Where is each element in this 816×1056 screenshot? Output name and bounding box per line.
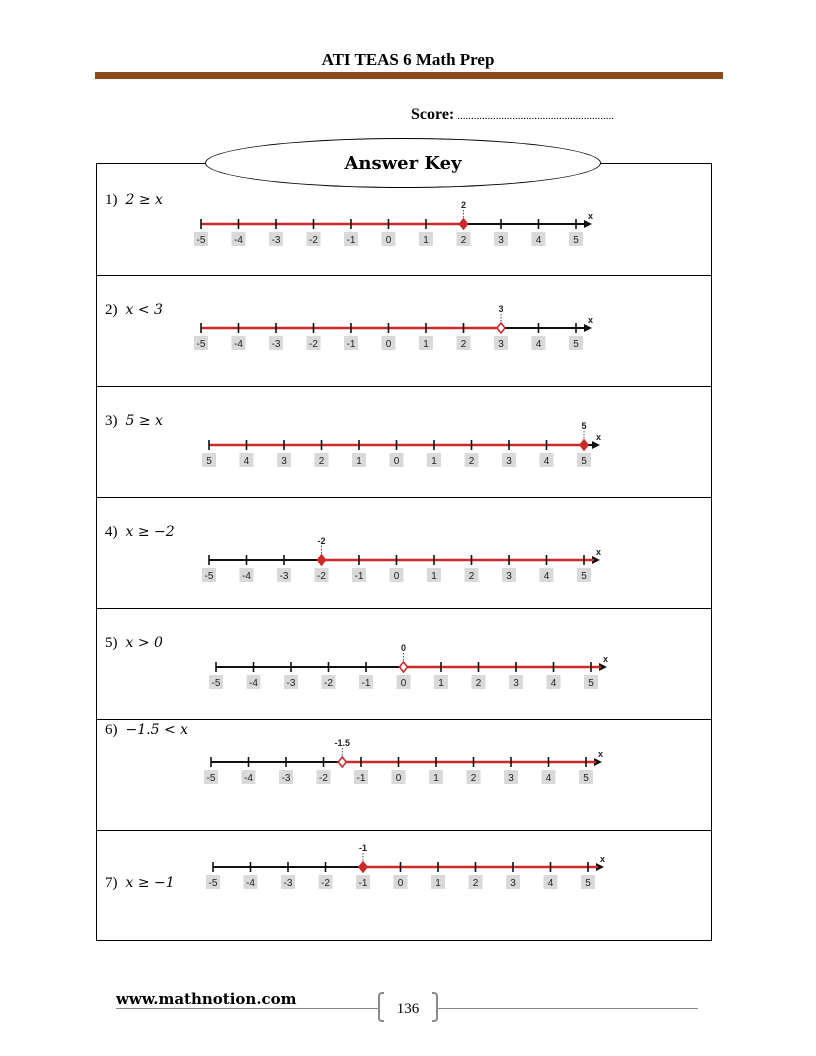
score-field: [411, 106, 614, 124]
point-label: 2: [460, 200, 467, 210]
number-line-5: [212, 645, 612, 701]
tick-label: 2: [460, 339, 467, 350]
axis-arrow: [584, 324, 592, 332]
tick-label: -5: [196, 339, 206, 350]
tick-label: 0: [393, 571, 400, 582]
tick-label: 4: [535, 339, 542, 350]
point-label: 5: [581, 421, 587, 431]
tick-label: 1: [438, 678, 444, 689]
tick-label: 2: [468, 456, 475, 467]
problem-3: [105, 413, 163, 430]
tick-label: -4: [234, 339, 243, 350]
problem-number: 6): [105, 722, 118, 738]
closed-point-marker: [580, 440, 588, 450]
tick-label: -5: [196, 235, 206, 246]
tick-label: 0: [400, 678, 407, 689]
tick-label: 1: [423, 235, 429, 246]
tick-label: 0: [397, 878, 404, 889]
tick-label: -5: [204, 571, 214, 582]
problem-row-4: [97, 497, 711, 608]
closed-point-marker: [460, 219, 468, 229]
axis-name: x: [588, 315, 594, 325]
tick-label: -4: [249, 678, 258, 689]
point-label: -1.5: [334, 738, 351, 748]
problem-4: [105, 524, 175, 541]
score-label: Score:: [411, 106, 455, 123]
answer-key-banner: [205, 138, 601, 188]
tick-label: -5: [206, 773, 216, 784]
tick-label: -2: [321, 878, 330, 889]
page-number: 136: [396, 1001, 420, 1017]
tick-label: 3: [510, 878, 516, 889]
tick-label: 5: [573, 235, 579, 246]
axis-name: x: [603, 654, 609, 664]
tick-label: 3: [498, 339, 504, 350]
tick-label: -4: [234, 235, 243, 246]
tick-label: 5: [583, 773, 589, 784]
point-label: -1: [358, 843, 368, 853]
tick-label: 4: [550, 678, 557, 689]
tick-label: 1: [356, 456, 362, 467]
problem-expression: x ≥ −1: [125, 875, 175, 891]
number-line-7: [209, 845, 609, 901]
header-title: ATI TEAS 6 Math Prep: [321, 50, 495, 69]
tick-label: -2: [319, 773, 328, 784]
problem-row-2: [97, 275, 711, 386]
closed-point-marker: [318, 555, 326, 565]
problem-number: 2): [105, 302, 118, 318]
footer-rule-right: [438, 1008, 698, 1009]
tick-label: -1: [361, 678, 371, 689]
tick-label: 2: [460, 235, 467, 246]
problem-number: 7): [105, 875, 118, 891]
header-rule: [95, 72, 723, 79]
tick-label: 1: [435, 878, 441, 889]
tick-label: -1: [346, 235, 356, 246]
problem-2: [105, 302, 163, 319]
tick-label: 4: [243, 456, 250, 467]
tick-label: 4: [535, 235, 542, 246]
tick-label: 3: [506, 571, 512, 582]
point-label: 0: [400, 643, 407, 653]
tick-label: 4: [543, 456, 550, 467]
tick-label: 4: [543, 571, 550, 582]
tick-label: 1: [433, 773, 439, 784]
problem-6: [105, 722, 188, 739]
tick-label: 3: [506, 456, 512, 467]
problem-number: 3): [105, 413, 118, 429]
tick-label: -2: [309, 339, 318, 350]
tick-label: 5: [573, 339, 579, 350]
number-line-3: [205, 423, 605, 479]
problem-7: [105, 875, 175, 892]
tick-label: 1: [431, 571, 437, 582]
tick-label: -5: [208, 878, 218, 889]
tick-label: -1: [358, 878, 368, 889]
tick-label: 2: [475, 678, 482, 689]
problem-number: 4): [105, 524, 118, 540]
tick-label: 2: [468, 571, 475, 582]
open-point-marker: [338, 757, 346, 767]
tick-label: 5: [588, 678, 594, 689]
axis-name: x: [600, 854, 606, 864]
open-point-marker: [400, 662, 408, 672]
tick-label: 2: [470, 773, 477, 784]
problem-5: [105, 635, 163, 652]
footer-rule-left: [116, 1008, 378, 1009]
point-label: 3: [498, 304, 504, 314]
tick-label: -3: [279, 571, 289, 582]
tick-label: 3: [508, 773, 514, 784]
number-line-1: [197, 202, 597, 258]
tick-label: 4: [547, 878, 554, 889]
tick-label: 0: [395, 773, 402, 784]
point-label: -2: [317, 536, 326, 546]
open-point-marker: [497, 323, 505, 333]
tick-label: 1: [423, 339, 429, 350]
tick-label: -2: [317, 571, 326, 582]
problem-expression: 2 ≥ x: [125, 192, 163, 208]
tick-label: 0: [385, 235, 392, 246]
closed-point-marker: [359, 862, 367, 872]
tick-label: 3: [513, 678, 519, 689]
problem-number: 5): [105, 635, 118, 651]
problem-row-6: [97, 719, 711, 830]
problem-expression: x ≥ −2: [125, 524, 175, 540]
axis-name: x: [596, 432, 602, 442]
axis-name: x: [598, 749, 604, 759]
problem-1: [105, 192, 163, 209]
tick-label: -1: [346, 339, 356, 350]
problem-expression: x > 0: [125, 635, 163, 651]
problem-row-5: [97, 608, 711, 719]
tick-label: -2: [309, 235, 318, 246]
problem-row-3: [97, 386, 711, 497]
tick-label: -3: [283, 878, 293, 889]
tick-label: 3: [498, 235, 504, 246]
tick-label: 3: [281, 456, 287, 467]
tick-label: 2: [318, 456, 325, 467]
problem-expression: −1.5 < x: [125, 722, 189, 738]
tick-label: -3: [286, 678, 296, 689]
tick-label: -4: [244, 773, 253, 784]
tick-label: -2: [324, 678, 333, 689]
tick-label: -5: [211, 678, 221, 689]
axis-name: x: [596, 547, 602, 557]
axis-arrow: [584, 220, 592, 228]
score-blank: .........................................................: [457, 110, 614, 122]
tick-label: -3: [281, 773, 291, 784]
tick-label: 5: [581, 571, 587, 582]
tick-label: -4: [246, 878, 255, 889]
axis-name: x: [588, 211, 594, 221]
tick-label: 5: [585, 878, 591, 889]
problem-number: 1): [105, 192, 118, 208]
tick-label: -3: [271, 339, 281, 350]
tick-label: -4: [242, 571, 251, 582]
tick-label: 5: [581, 456, 587, 467]
tick-label: -1: [356, 773, 366, 784]
tick-label: -3: [271, 235, 281, 246]
number-line-6: [207, 740, 607, 796]
tick-label: -1: [354, 571, 364, 582]
problem-expression: 5 ≥ x: [125, 413, 163, 429]
answer-sheet: [96, 163, 712, 941]
footer-url[interactable]: www.mathnotion.com: [116, 990, 297, 1008]
number-line-2: [197, 306, 597, 362]
answer-key-label: Answer Key: [344, 152, 462, 174]
tick-label: 0: [393, 456, 400, 467]
tick-label: 2: [472, 878, 479, 889]
tick-label: 5: [206, 456, 212, 467]
tick-label: 0: [385, 339, 392, 350]
tick-label: 4: [545, 773, 552, 784]
number-line-4: [205, 538, 605, 594]
tick-label: 1: [431, 456, 437, 467]
problem-row-7: [97, 830, 711, 940]
problem-expression: x < 3: [125, 302, 163, 318]
axis-arrow: [592, 441, 600, 449]
